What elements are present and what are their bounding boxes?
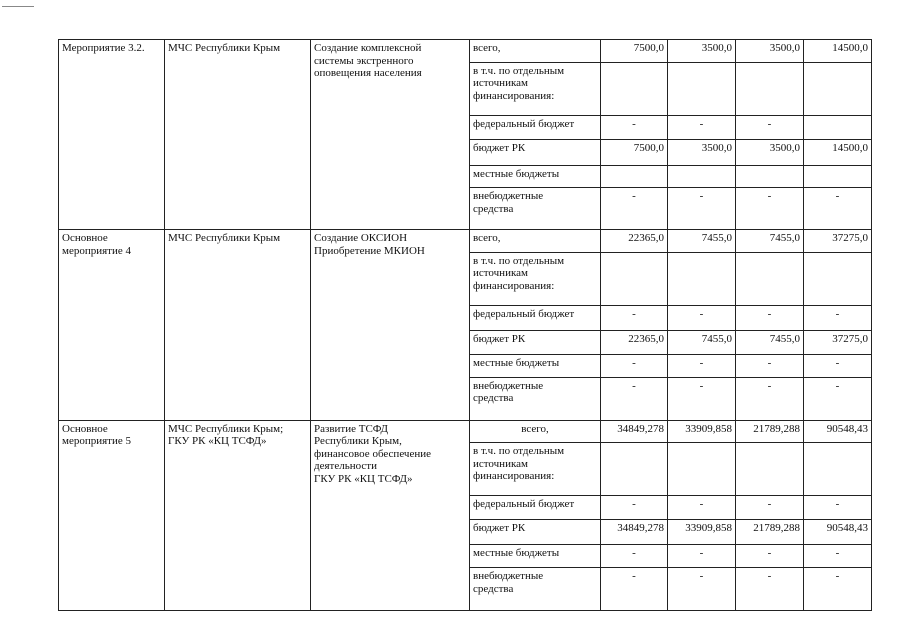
value-cell: - — [804, 545, 872, 568]
value-cell: 3500,0 — [736, 40, 804, 63]
value-cell: - — [668, 115, 736, 140]
value-cell: 37275,0 — [804, 230, 872, 253]
value-cell — [601, 252, 668, 305]
value-cell: - — [668, 496, 736, 520]
value-cell: - — [601, 188, 668, 230]
value-cell: - — [736, 377, 804, 420]
funding-label: в т.ч. по отдельным источникам финансирования: — [470, 62, 601, 115]
funding-label: бюджет РК — [470, 140, 601, 166]
value-cell: - — [804, 355, 872, 378]
event-cell: Мероприятие 3.2. — [59, 40, 165, 230]
value-cell: - — [668, 377, 736, 420]
value-cell — [804, 62, 872, 115]
value-cell — [736, 62, 804, 115]
funding-label: всего, — [470, 230, 601, 253]
value-cell: 22365,0 — [601, 330, 668, 355]
value-cell: - — [804, 305, 872, 330]
value-cell: - — [736, 305, 804, 330]
funding-label: местные бюджеты — [470, 165, 601, 188]
value-cell: - — [736, 188, 804, 230]
value-cell: - — [668, 188, 736, 230]
value-cell: - — [601, 115, 668, 140]
funding-label: всего, — [470, 420, 601, 443]
value-cell — [601, 443, 668, 496]
value-cell: 90548,43 — [804, 420, 872, 443]
executor-cell: МЧС Республики Крым — [165, 230, 311, 420]
funding-label: федеральный бюджет — [470, 496, 601, 520]
value-cell — [736, 165, 804, 188]
event-cell: Основное мероприятие 4 — [59, 230, 165, 420]
value-cell: 34849,278 — [601, 519, 668, 545]
value-cell: - — [668, 305, 736, 330]
value-cell: - — [804, 496, 872, 520]
event-name-cell: Развитие ТСФД Республики Крым, финансовое обеспечение деятельности ГКУ РК «КЦ ТСФД» — [311, 420, 470, 610]
value-cell — [804, 443, 872, 496]
funding-label: в т.ч. по отдельным источникам финансирования: — [470, 252, 601, 305]
financing-table — [58, 39, 872, 611]
page-corner-mark — [2, 6, 34, 7]
value-cell: - — [601, 377, 668, 420]
value-cell: 21789,288 — [736, 420, 804, 443]
table-row — [59, 420, 872, 443]
funding-label: местные бюджеты — [470, 545, 601, 568]
executor-cell: МЧС Республики Крым; ГКУ РК «КЦ ТСФД» — [165, 420, 311, 610]
value-cell: - — [601, 496, 668, 520]
value-cell: - — [601, 305, 668, 330]
value-cell: 33909,858 — [668, 420, 736, 443]
value-cell: 90548,43 — [804, 519, 872, 545]
value-cell: 3500,0 — [668, 140, 736, 166]
funding-label: федеральный бюджет — [470, 115, 601, 140]
value-cell: - — [804, 188, 872, 230]
value-cell: 7500,0 — [601, 40, 668, 63]
value-cell: - — [668, 355, 736, 378]
value-cell: - — [736, 567, 804, 610]
value-cell: 37275,0 — [804, 330, 872, 355]
value-cell — [601, 165, 668, 188]
value-cell: 14500,0 — [804, 140, 872, 166]
value-cell — [804, 165, 872, 188]
value-cell: - — [601, 355, 668, 378]
value-cell: - — [601, 545, 668, 568]
value-cell: 21789,288 — [736, 519, 804, 545]
value-cell: 33909,858 — [668, 519, 736, 545]
value-cell: 7500,0 — [601, 140, 668, 166]
funding-label: внебюджетные средства — [470, 567, 601, 610]
value-cell: 22365,0 — [601, 230, 668, 253]
value-cell: - — [668, 567, 736, 610]
funding-label: бюджет РК — [470, 330, 601, 355]
funding-label: федеральный бюджет — [470, 305, 601, 330]
funding-label: местные бюджеты — [470, 355, 601, 378]
value-cell: - — [736, 115, 804, 140]
value-cell: 34849,278 — [601, 420, 668, 443]
value-cell: 14500,0 — [804, 40, 872, 63]
value-cell: - — [601, 567, 668, 610]
value-cell: - — [668, 545, 736, 568]
value-cell — [668, 165, 736, 188]
value-cell: - — [736, 545, 804, 568]
value-cell: 7455,0 — [668, 230, 736, 253]
funding-label: внебюджетные средства — [470, 377, 601, 420]
value-cell — [668, 443, 736, 496]
funding-label: внебюджетные средства — [470, 188, 601, 230]
value-cell — [668, 62, 736, 115]
value-cell: - — [736, 496, 804, 520]
value-cell — [804, 252, 872, 305]
value-cell — [601, 62, 668, 115]
table-row — [59, 40, 872, 63]
value-cell: - — [736, 355, 804, 378]
value-cell: 7455,0 — [736, 330, 804, 355]
funding-label: в т.ч. по отдельным источникам финансирования: — [470, 443, 601, 496]
executor-cell: МЧС Республики Крым — [165, 40, 311, 230]
event-name-cell: Создание комплексной системы экстренного оповещения населения — [311, 40, 470, 230]
funding-label: всего, — [470, 40, 601, 63]
value-cell — [736, 443, 804, 496]
funding-label: бюджет РК — [470, 519, 601, 545]
value-cell: - — [804, 377, 872, 420]
value-cell: 3500,0 — [668, 40, 736, 63]
table-row — [59, 230, 872, 253]
value-cell — [736, 252, 804, 305]
value-cell: 3500,0 — [736, 140, 804, 166]
value-cell: 7455,0 — [668, 330, 736, 355]
event-cell: Основное мероприятие 5 — [59, 420, 165, 610]
value-cell — [668, 252, 736, 305]
value-cell — [804, 115, 872, 140]
value-cell: 7455,0 — [736, 230, 804, 253]
value-cell: - — [804, 567, 872, 610]
event-name-cell: Создание ОКСИОН Приобретение МКИОН — [311, 230, 470, 420]
